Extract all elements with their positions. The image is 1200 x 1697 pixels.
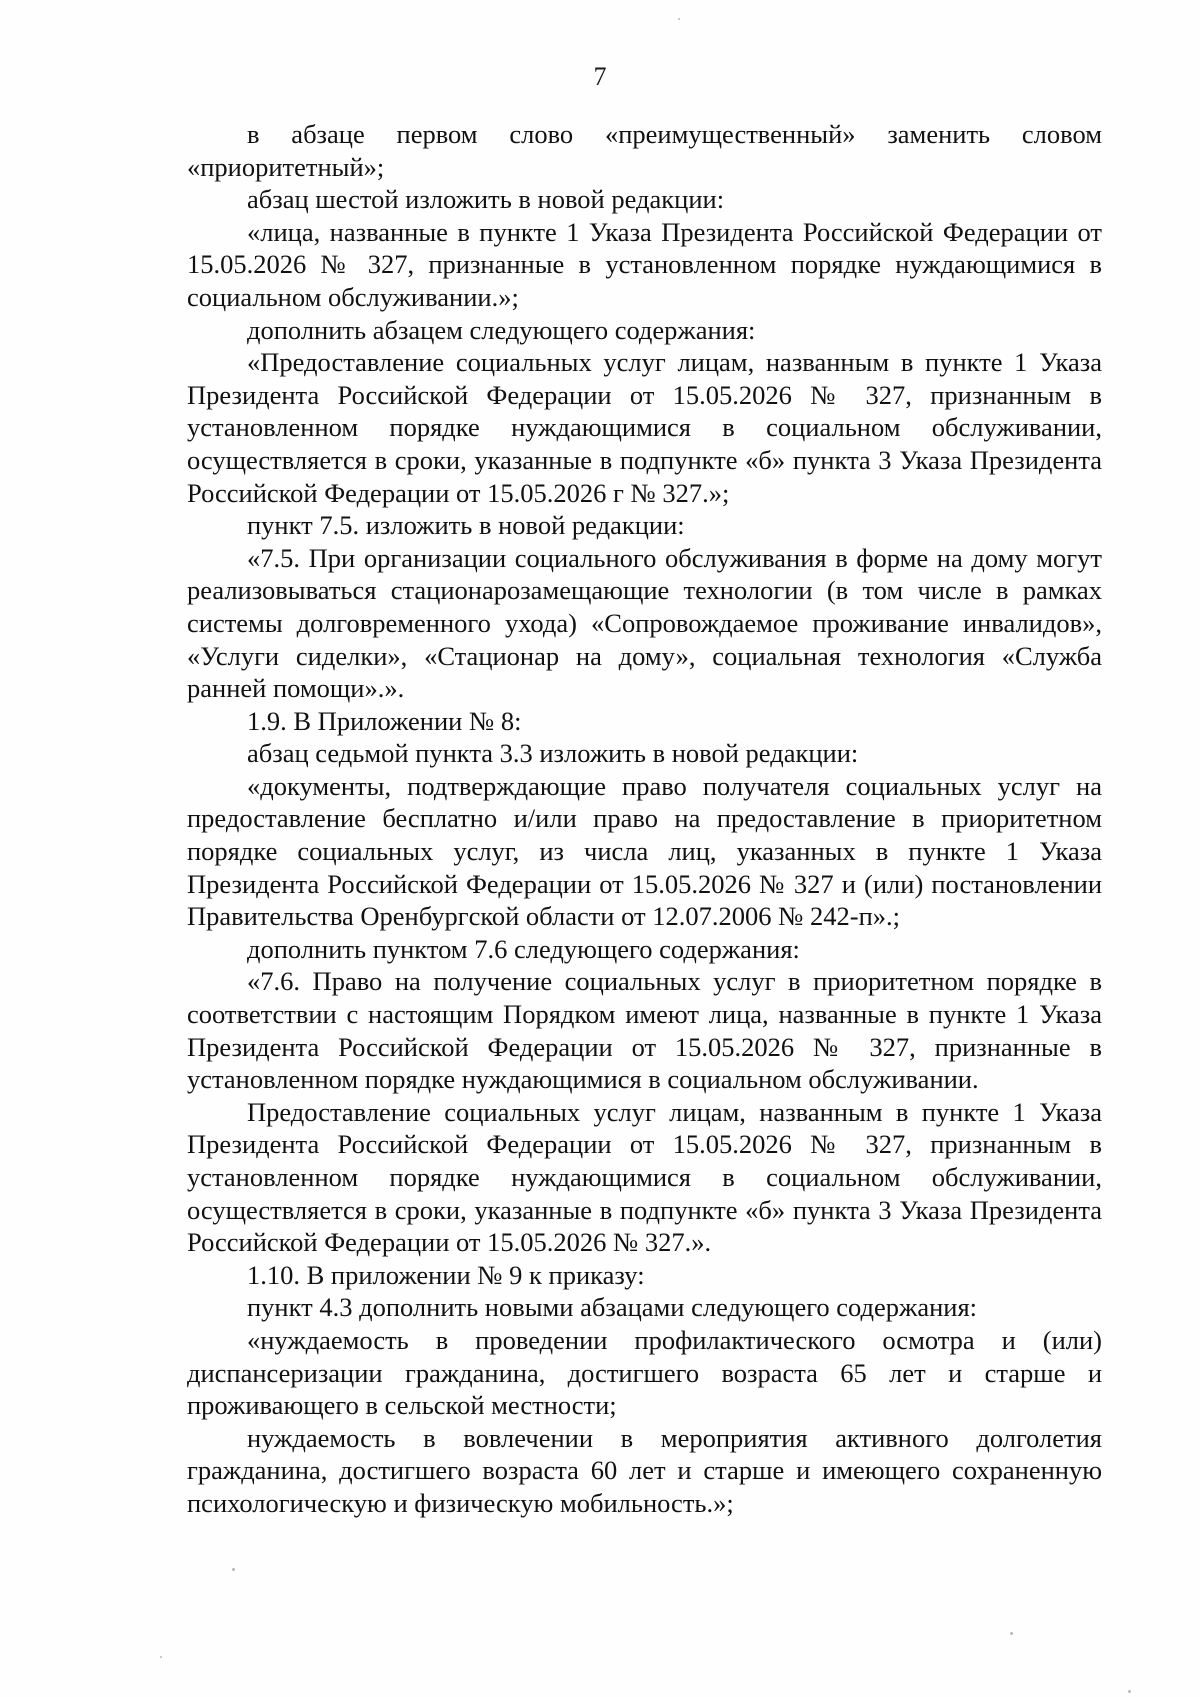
paragraph: пункт 4.3 дополнить новыми абзацами следующего содержания: <box>247 1292 978 1323</box>
section-heading: 1.9. В Приложении № 8: <box>247 705 522 736</box>
page-number: 7 <box>593 62 607 91</box>
paragraph: «документы, подтверждающие право получателя социальных услуг на предоставление бесплатно и/или право на предоставление в приоритетном порядке социальных услуг, из числа лиц, указанных в пункте 1 Указа Президента Российской Федерации от 15.05.2026 № 327 и (или) постановлении Правительства Оренбургской области от 12.07.2006 № 242-п».; <box>187 770 1102 932</box>
paragraph: «лица, названные в пункте 1 Указа Президента Российской Федерации от 15.05.2026 № 327, признанные в установленном порядке нуждающимися в социальном обслуживании.»; <box>187 216 1102 312</box>
scan-speck <box>160 1656 162 1658</box>
paragraph: «7.5. При организации социального обслуживания в форме на дому могут реализовываться стационарозамещающие технологии (в том числе в рамках системы долговременного ухода) «Сопровождаемое проживание инвалидов», «Услуги сиделки», «Стационар на дому», социальная технология «Служба ранней помощи».». <box>187 542 1102 704</box>
paragraph: «7.6. Право на получение социальных услуг в приоритетном порядке в соответствии с настоящим Порядком имеют лица, названные в пункте 1 Указа Президента Российской Федерации от 15.05.2026 № 327, признанные в установленном порядке нуждающимися в социальном обслуживании. <box>187 966 1102 1095</box>
section-heading: 1.10. В приложении № 9 к приказу: <box>247 1259 645 1290</box>
paragraph: абзац шестой изложить в новой редакции: <box>247 184 725 215</box>
paragraph: дополнить пунктом 7.6 следующего содержания: <box>247 933 800 964</box>
paragraph: нуждаемость в вовлечении в мероприятия активного долголетия гражданина, достигшего возраста 60 лет и старше и имеющего сохраненную психологическую и физическую мобильность.»; <box>187 1422 1102 1518</box>
paragraph: Предоставление социальных услуг лицам, названным в пункте 1 Указа Президента Российской Федерации от 15.05.2026 № 327, признанным в установленном порядке нуждающимися в социальном обслуживании, осуществляется в сроки, указанные в подпункте «б» пункта 3 Указа Президента Российской Федерации от 15.05.2026 № 327.». <box>187 1096 1102 1258</box>
document-body <box>187 118 1102 1520</box>
scan-speck <box>1010 1632 1013 1635</box>
paragraph: дополнить абзацем следующего содержания: <box>247 314 756 345</box>
paragraph: «нуждаемость в проведении профилактического осмотра и (или) диспансеризации гражданина, достигшего возраста 65 лет и старше и проживающего в сельской местности; <box>187 1324 1102 1421</box>
scan-speck <box>678 18 680 20</box>
paragraph: абзац седьмой пункта 3.3 изложить в новой редакции: <box>247 738 859 769</box>
paragraph: «Предоставление социальных услуг лицам, названным в пункте 1 Указа Президента Российской Федерации от 15.05.2026 № 327, признанным в установленном порядке нуждающимися в социальном обслуживании, осуществляется в сроки, указанные в подпункте «б» пункта 3 Указа Президента Российской Федерации от 15.05.2026 г № 327.»; <box>187 347 1102 508</box>
scan-speck <box>1128 1690 1131 1693</box>
scan-speck <box>232 1568 235 1571</box>
paragraph: в абзаце первом слово «преимущественный» заменить словом «приоритетный»; <box>187 119 1102 182</box>
paragraph: пункт 7.5. изложить в новой редакции: <box>247 510 685 541</box>
